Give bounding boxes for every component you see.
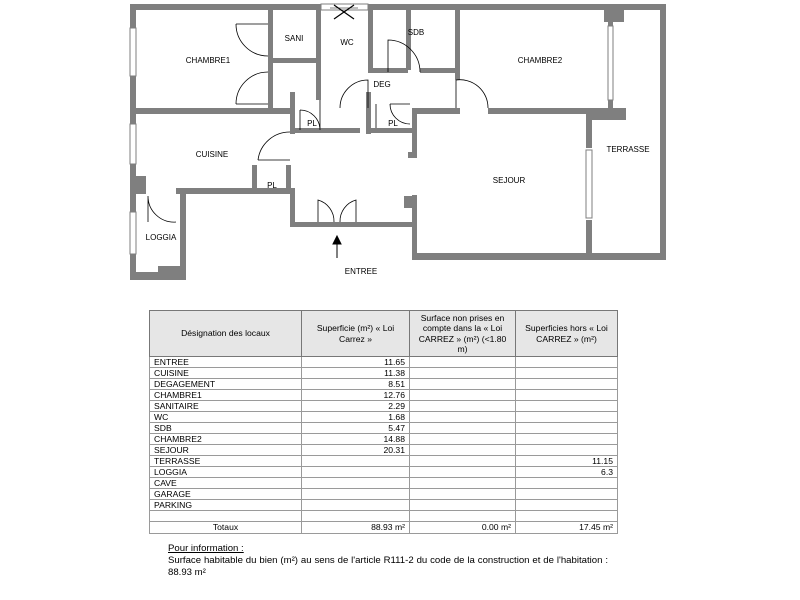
table-row — [150, 467, 618, 478]
cell-value — [516, 434, 618, 445]
cell-designation: SEJOUR — [150, 445, 302, 456]
room-label-sani: SANI — [284, 34, 304, 43]
cell-designation: GARAGE — [150, 489, 302, 500]
cell-value — [410, 412, 516, 423]
room-label-pl-cuisine: PL — [267, 181, 277, 190]
header-designation: Désignation des locaux — [150, 311, 302, 357]
table-row — [150, 500, 618, 511]
cell-designation: TERRASSE — [150, 456, 302, 467]
cell-value — [410, 368, 516, 379]
floor-plan — [0, 0, 800, 290]
cell-value — [410, 489, 516, 500]
cell-designation: DEGAGEMENT — [150, 379, 302, 390]
header-surface-non-prise: Surface non prises en compte dans la « Loi CARREZ » (m²) (<1.80 m) — [410, 311, 516, 357]
totals-row — [150, 522, 618, 534]
cell-designation: CAVE — [150, 478, 302, 489]
room-label-wc: WC — [340, 38, 354, 47]
cell-value: 1.68 — [302, 412, 410, 423]
totals-label: Totaux — [150, 522, 302, 534]
table-body — [150, 357, 618, 522]
totals-non-prise: 0.00 m² — [410, 522, 516, 534]
cell-value — [410, 379, 516, 390]
cell-value: 14.88 — [302, 434, 410, 445]
room-label-chambre1: CHAMBRE1 — [185, 56, 231, 65]
cell-value: 11.38 — [302, 368, 410, 379]
table-row — [150, 423, 618, 434]
cell-value — [410, 467, 516, 478]
table-row — [150, 401, 618, 412]
cell-value — [516, 500, 618, 511]
cell-designation: ENTREE — [150, 357, 302, 368]
cell-value — [410, 434, 516, 445]
info-block — [168, 543, 608, 579]
cell-value: 11.65 — [302, 357, 410, 368]
cell-value — [410, 511, 516, 522]
cell-value: 12.76 — [302, 390, 410, 401]
cell-value — [516, 489, 618, 500]
cell-value: 8.51 — [302, 379, 410, 390]
cell-designation: WC — [150, 412, 302, 423]
cell-value: 11.15 — [516, 456, 618, 467]
table-row — [150, 412, 618, 423]
table-header-row — [150, 311, 618, 357]
cell-designation — [150, 511, 302, 522]
cell-value — [302, 478, 410, 489]
table-row — [150, 368, 618, 379]
cell-value — [516, 401, 618, 412]
room-label-entree: ENTREE — [344, 267, 378, 276]
cell-value — [516, 412, 618, 423]
header-superficie-hors-carrez: Superficies hors « Loi CARREZ » (m²) — [516, 311, 618, 357]
cell-value — [516, 445, 618, 456]
cell-value — [302, 500, 410, 511]
table-row — [150, 379, 618, 390]
cell-designation: LOGGIA — [150, 467, 302, 478]
cell-value — [410, 390, 516, 401]
cell-value — [410, 357, 516, 368]
info-title: Pour information : — [168, 543, 244, 554]
table-row — [150, 445, 618, 456]
table-row — [150, 489, 618, 500]
table-row — [150, 511, 618, 522]
info-text: Surface habitable du bien (m²) au sens de l'article R111-2 du code de la construction et de l'habitation : 88.93 m² — [168, 555, 608, 578]
header-superficie-carrez: Superficie (m²) « Loi Carrez » — [302, 311, 410, 357]
room-label-pl-right: PL — [388, 119, 398, 128]
cell-value — [516, 390, 618, 401]
cell-value — [410, 445, 516, 456]
room-label-loggia: LOGGIA — [145, 233, 177, 242]
cell-designation: CUISINE — [150, 368, 302, 379]
cell-value — [410, 478, 516, 489]
cell-value — [410, 456, 516, 467]
cell-value — [516, 379, 618, 390]
room-label-pl-left: PL — [307, 119, 317, 128]
cell-value: 20.31 — [302, 445, 410, 456]
table-row — [150, 456, 618, 467]
room-label-deg: DEG — [373, 80, 391, 89]
table-row — [150, 478, 618, 489]
cell-value: 6.3 — [516, 467, 618, 478]
cell-designation: CHAMBRE2 — [150, 434, 302, 445]
totals-hors-carrez: 17.45 m² — [516, 522, 618, 534]
table-row — [150, 390, 618, 401]
cell-designation: SDB — [150, 423, 302, 434]
cell-value: 5.47 — [302, 423, 410, 434]
cell-value — [302, 511, 410, 522]
cell-value — [302, 456, 410, 467]
room-label-sdb: SDB — [407, 28, 425, 37]
cell-value — [410, 500, 516, 511]
surface-table — [149, 310, 618, 534]
cell-value — [410, 423, 516, 434]
cell-value: 2.29 — [302, 401, 410, 412]
totals-carrez: 88.93 m² — [302, 522, 410, 534]
cell-designation: CHAMBRE1 — [150, 390, 302, 401]
table-row — [150, 434, 618, 445]
room-label-terrasse: TERRASSE — [606, 145, 650, 154]
cell-value — [516, 478, 618, 489]
cell-value — [516, 357, 618, 368]
room-label-sejour: SEJOUR — [492, 176, 526, 185]
cell-value — [516, 511, 618, 522]
cell-designation: PARKING — [150, 500, 302, 511]
cell-value — [302, 489, 410, 500]
cell-value — [302, 467, 410, 478]
entry-arrow-icon — [333, 236, 341, 258]
cell-value — [410, 401, 516, 412]
table-row — [150, 357, 618, 368]
room-label-cuisine: CUISINE — [195, 150, 229, 159]
room-label-chambre2: CHAMBRE2 — [517, 56, 563, 65]
cell-value — [516, 423, 618, 434]
cell-designation: SANITAIRE — [150, 401, 302, 412]
walls — [130, 4, 666, 280]
cell-value — [516, 368, 618, 379]
